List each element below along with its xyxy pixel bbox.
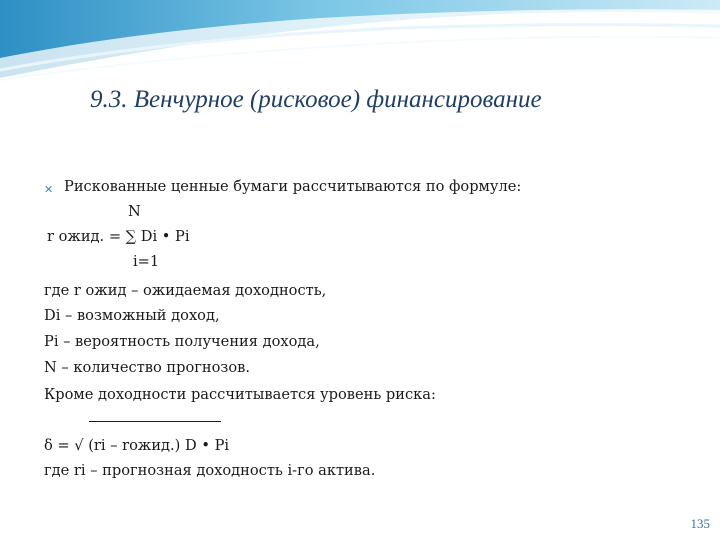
formula2-root-overline: [89, 421, 221, 422]
formula1-lower-limit: i=1: [133, 253, 160, 270]
formula2-note: где ri – прогнозная доходность i-го актива.: [44, 462, 376, 479]
page-number: 135: [690, 516, 710, 531]
definition-line: N – количество прогнозов.: [44, 359, 251, 376]
formula1-expression: r ожид. = ∑ Di • Pi: [47, 228, 190, 245]
bullet-text: Рискованные ценные бумаги рассчитываются по формуле:: [64, 178, 522, 195]
bullet-cross-icon: ✕: [44, 183, 54, 196]
risk-intro: Кроме доходности рассчитывается уровень риска:: [44, 386, 436, 403]
formula1-upper-limit: N: [128, 203, 141, 220]
definition-line: Pi – вероятность получения дохода,: [44, 333, 320, 350]
definition-line: Di – возможный доход,: [44, 307, 220, 324]
definition-line: где r ожид – ожидаемая доходность,: [44, 282, 327, 299]
slide-title: 9.3. Венчурное (рисковое) финансирование: [90, 86, 542, 113]
header-wave-decoration: [0, 0, 720, 90]
formula2-expression: δ = √ (ri – rожид.) D • Pi: [44, 437, 230, 454]
